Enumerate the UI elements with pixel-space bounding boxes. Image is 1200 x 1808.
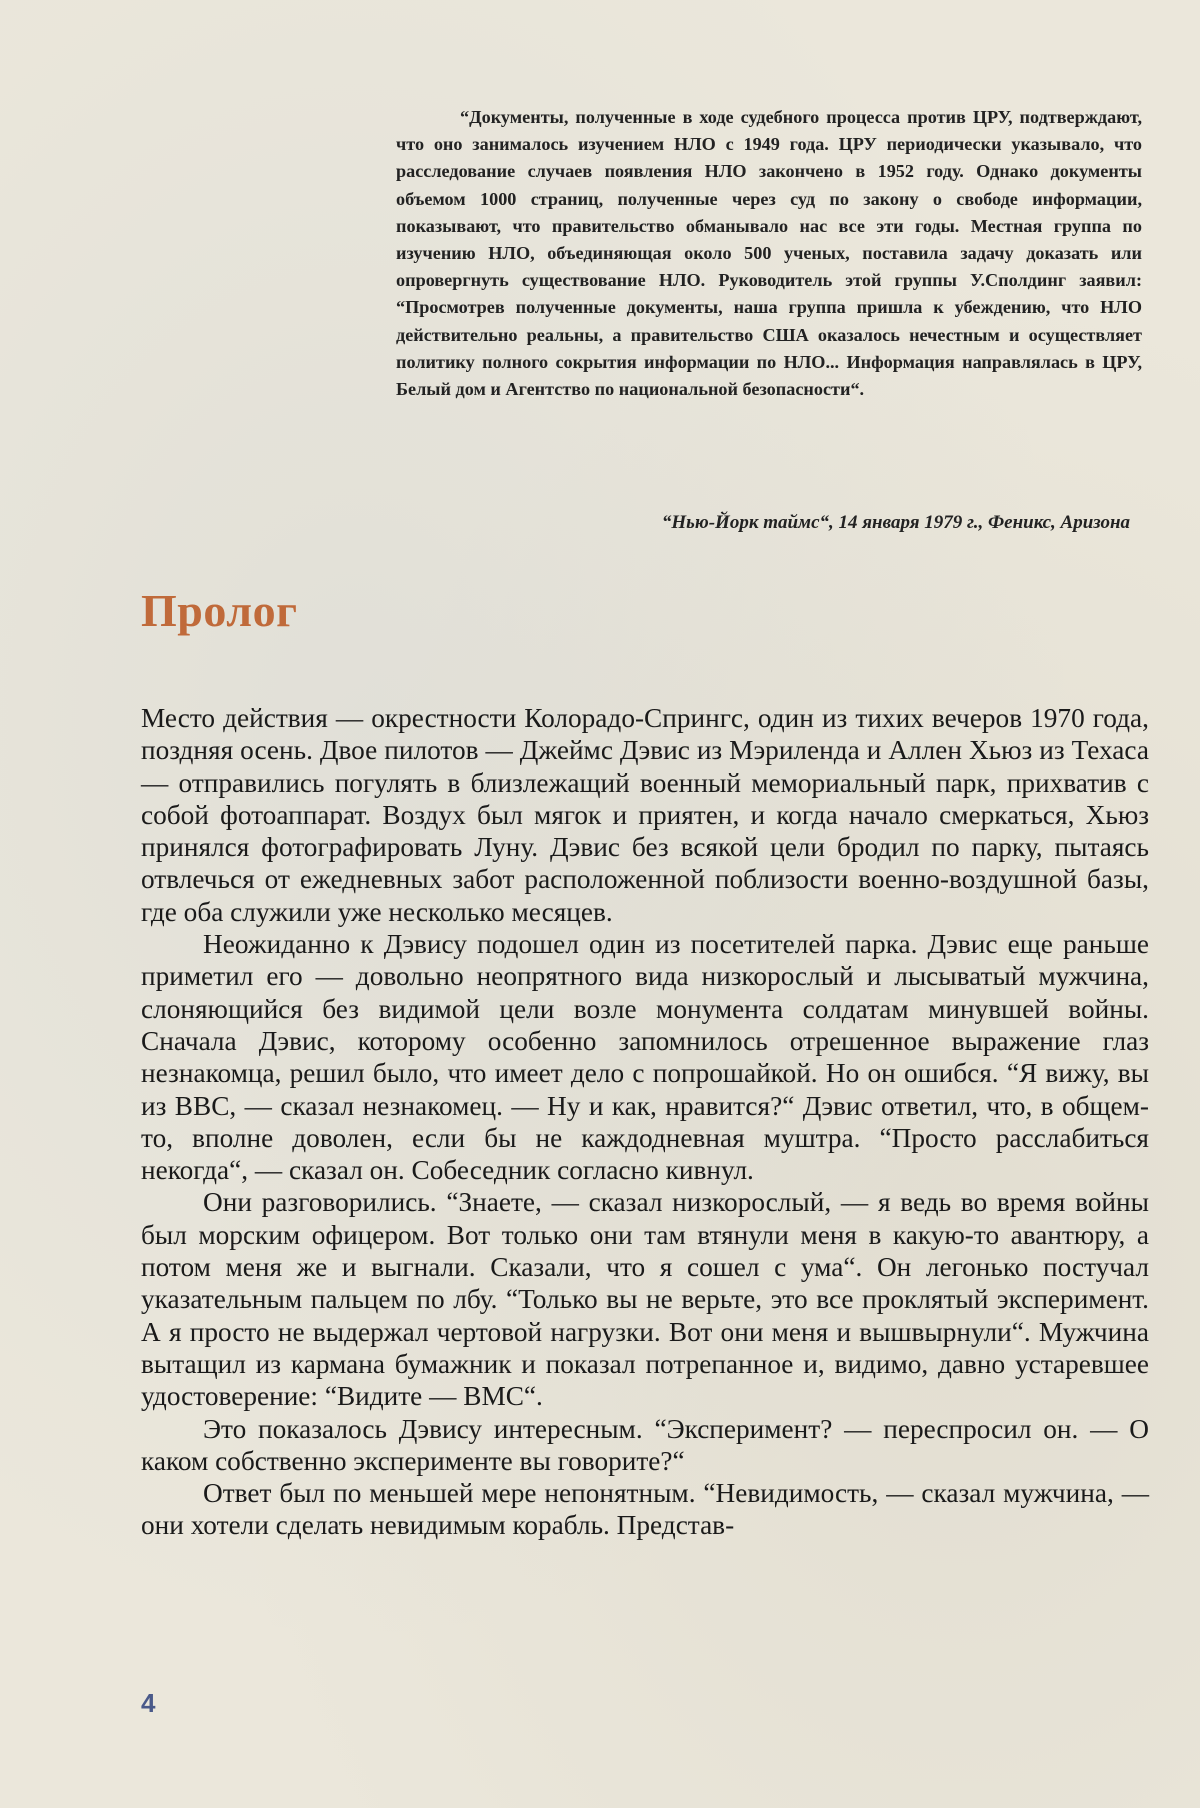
body-paragraph-1: Место действия — окрестности Колорадо-Спрингс, один из тихих вечеров 1970 года, поздняя осень. Двое пилотов — Джеймс Дэвис из Мэриленда и Аллен Хьюз из Техаса — отправились погулять в близлежащий военный мемориальный парк, прихватив с собой фотоаппарат. Воздух был мягок и приятен, и когда начало смеркаться, Хьюз принялся фотографировать Луну. Дэвис без всякой цели бродил по парку, пытаясь отвлечься от ежедневных забот расположенной поблизости военно-воздушной базы, где оба служили уже несколько месяцев. xyxy=(141,703,1149,927)
chapter-body xyxy=(141,702,1149,1542)
epigraph-source: “Нью-Йорк таймс“, 14 января 1979 г., Феникс, Аризона xyxy=(661,512,1130,533)
body-paragraph-3: Они разговорились. “Знаете, — сказал низкорослый, — я ведь во время войны был морским офицером. Вот только они там втянули меня в какую-то авантюру, а потом меня же и выгнали. Сказали, что я сошел с ума“. Он легонько постучал указательным пальцем по лбу. “Только вы не верьте, это все проклятый эксперимент. А я просто не выдержал чертовой нагрузки. Вот они меня и вышвырнули“. Мужчина вытащил из кармана бумажник и показал потрепанное и, видимо, давно устаревшее удостоверение: “Видите — ВМС“. xyxy=(141,1187,1149,1412)
page-number: 4 xyxy=(141,1688,156,1718)
epigraph-text: “Документы, полученные в ходе судебного процесса против ЦРУ, подтверждают, что оно занималось изучением НЛО с 1949 года. ЦРУ периодически указывало, что расследование случаев появления НЛО закончено в 1952 году. Однако документы объемом 1000 страниц, полученные через суд по закону о свободе информации, показывают, что правительство обманывало нас все эти годы. Местная группа по изучению НЛО, объединяющая около 500 ученых, поставила задачу доказать или опровергнуть существование НЛО. Руководитель этой группы У.Сполдинг заявил: “Просмотрев полученные документы, наша группа пришла к убеждению, что НЛО действительно реальны, а правительство США оказалось нечестным и осуществляет политику полного сокрытия информации по НЛО... Информация направлялась в ЦРУ, Белый дом и Агентство по национальной безопасности“. xyxy=(396,107,1142,400)
body-paragraph-2: Неожиданно к Дэвису подошел один из посетителей парка. Дэвис еще раньше приметил его — довольно неопрятного вида низкорослый и лысыватый мужчина, слоняющийся без видимой цели возле монумента солдатам минувшей войны. Сначала Дэвис, которому особенно запомнилось отрешенное выражение глаз незнакомца, решил было, что имеет дело с попрошайкой. Но он ошибся. “Я вижу, вы из ВВС, — сказал незнакомец. — Ну и как, нравится?“ Дэвис ответил, что, в общем-то, вполне доволен, если бы не каждодневная муштра. “Просто расслабиться некогда“, — сказал он. Собеседник согласно кивнул. xyxy=(141,929,1149,1186)
chapter-title: Пролог xyxy=(141,585,298,636)
body-paragraph-5: Ответ был по меньшей мере непонятным. “Невидимость, — сказал мужчина, — они хотели сделать невидимым корабль. Представ- xyxy=(141,1478,1149,1541)
epigraph xyxy=(396,104,1142,403)
body-paragraph-4: Это показалось Дэвису интересным. “Эксперимент? — переспросил он. — О каком собственно эксперименте вы говорите?“ xyxy=(141,1413,1149,1476)
